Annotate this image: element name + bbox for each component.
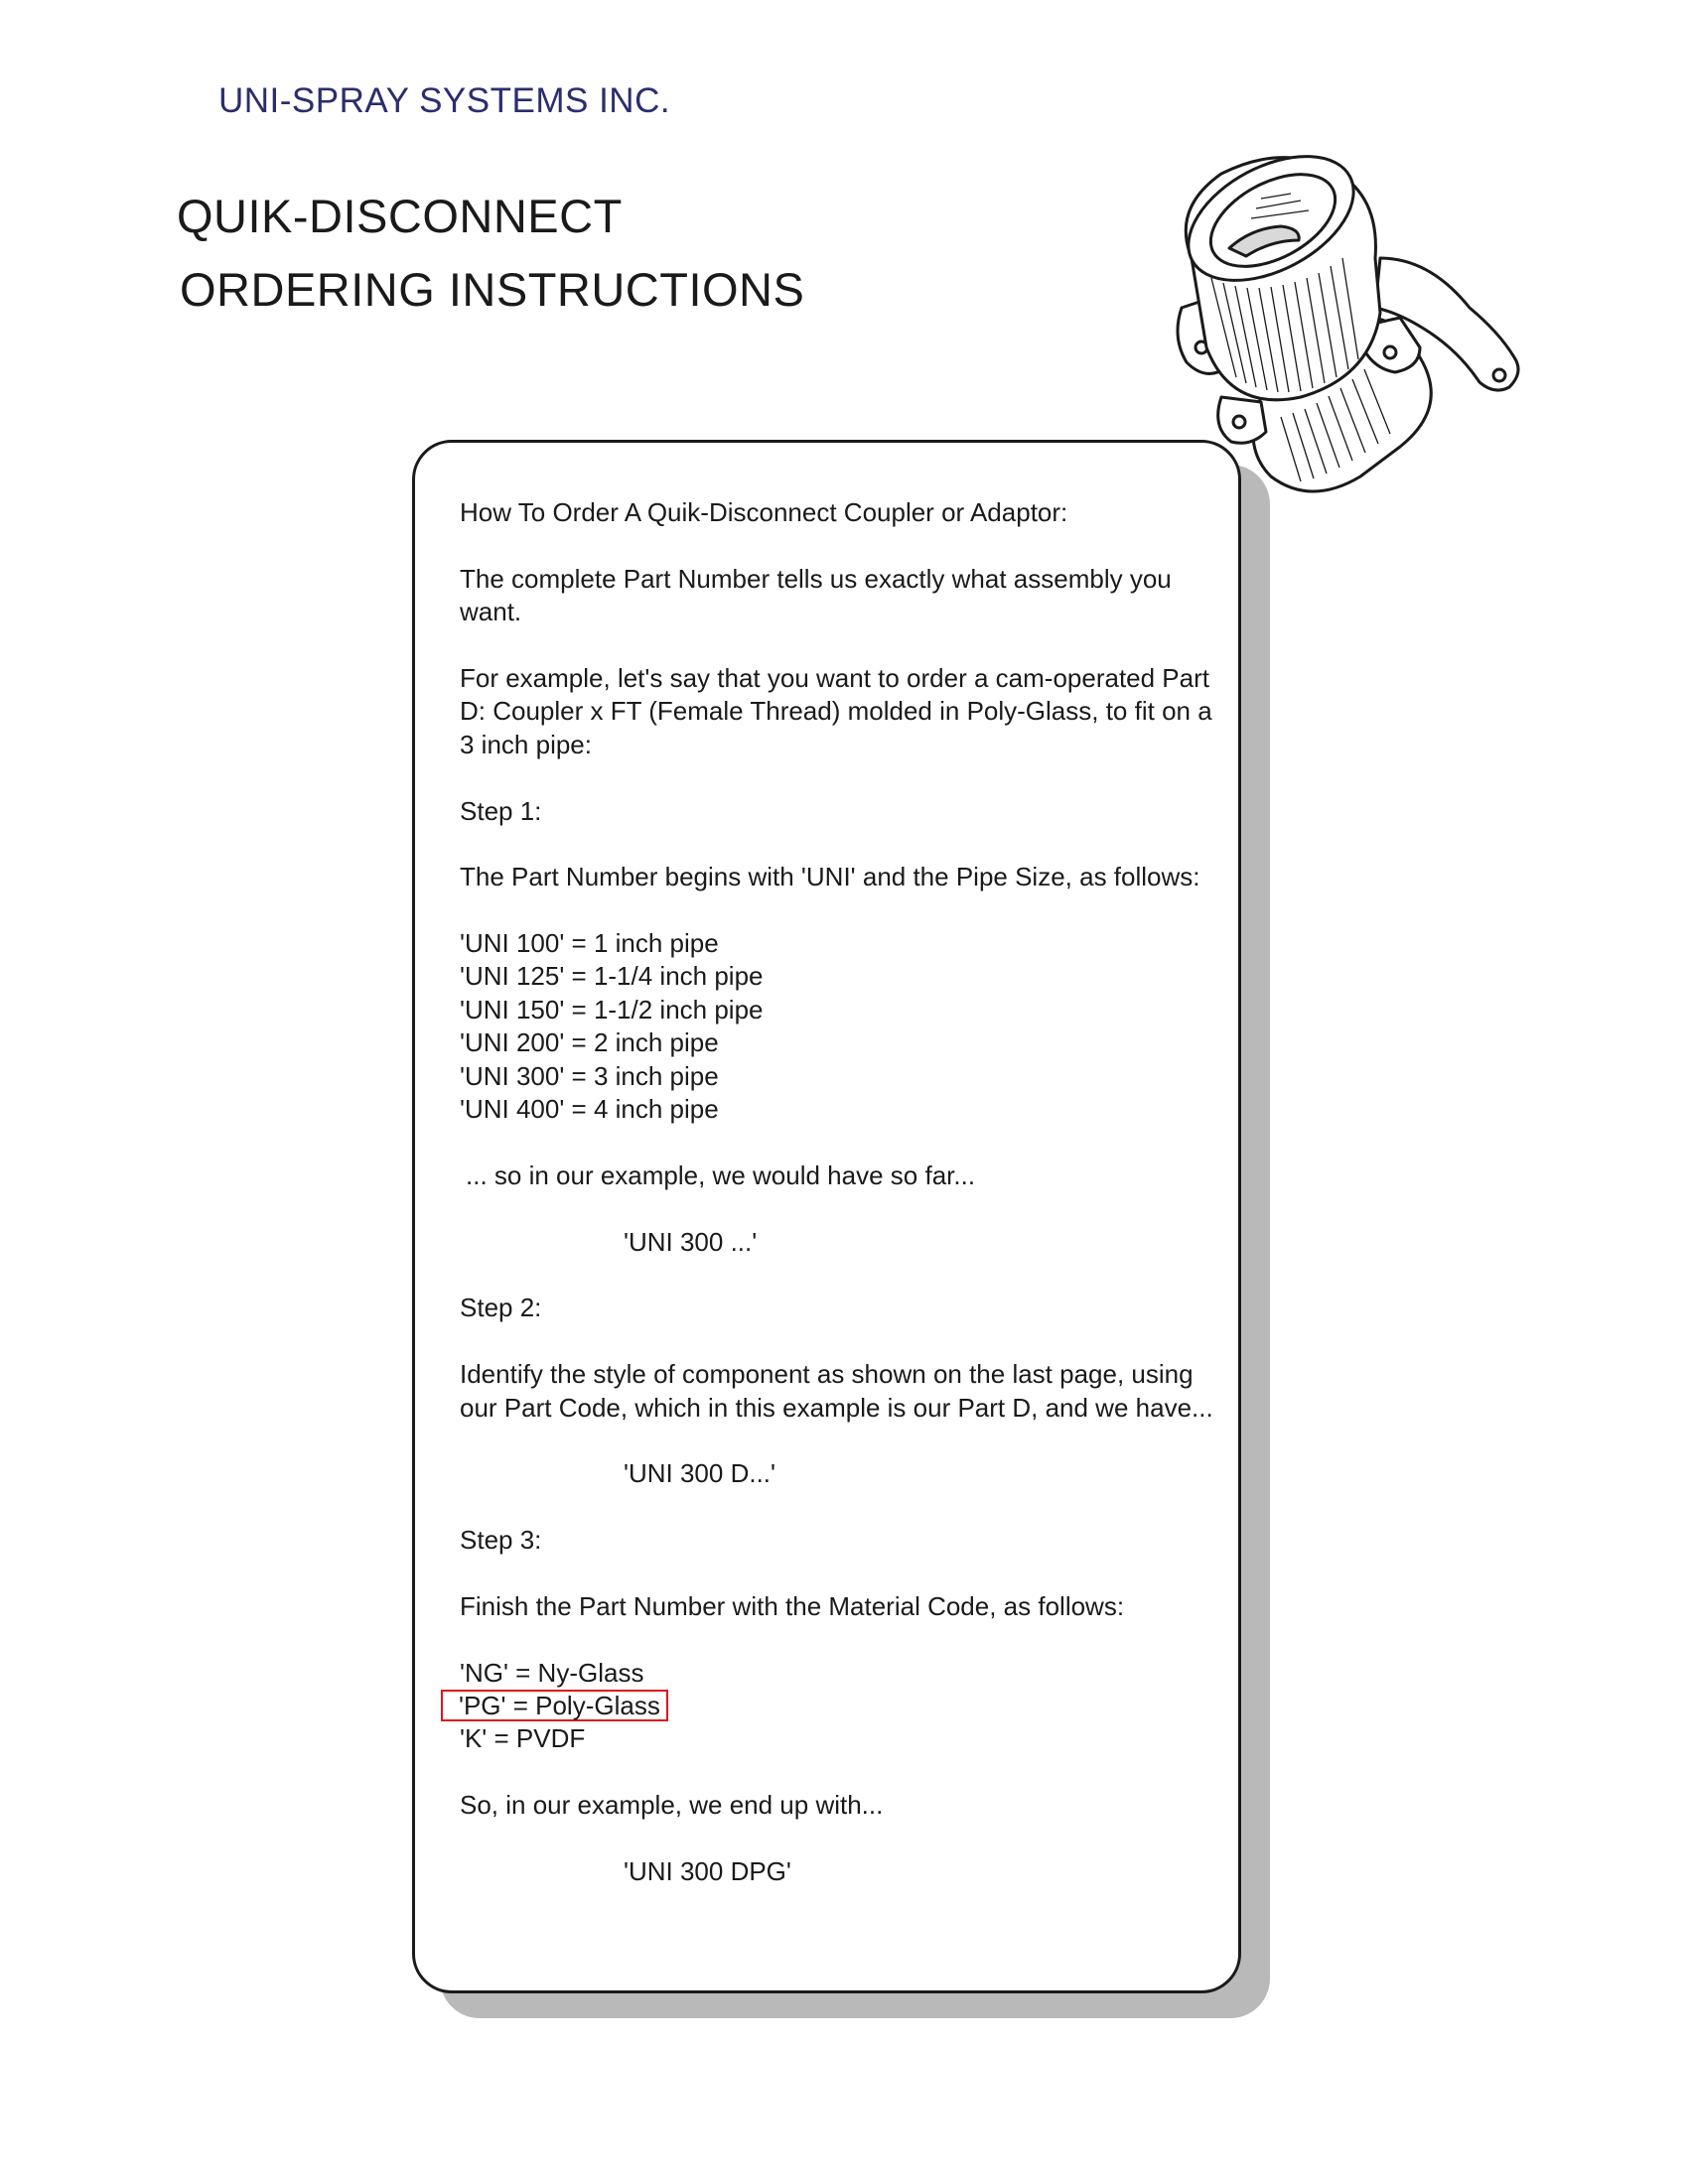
intro-text-line-1: The complete Part Number tells us exactly what assembly you xyxy=(460,563,1172,594)
instructions-text xyxy=(460,496,1214,1888)
step-3-text: Finish the Part Number with the Material Code, as follows: xyxy=(460,1590,1125,1621)
step-1-result-text: ... so in our example, we would have so far... xyxy=(466,1160,976,1190)
pipe-size-item: 'UNI 150' = 1-1/2 inch pipe xyxy=(460,994,764,1024)
step-1-text: The Part Number begins with 'UNI' and the Pipe Size, as follows: xyxy=(460,862,1200,892)
pipe-size-item: 'UNI 300' = 3 inch pipe xyxy=(460,1060,719,1091)
step-2-text-line-2: our Part Code, which in this example is our Part D, and we have... xyxy=(460,1392,1213,1423)
step-2-text-line-1: Identify the style of component as shown on the last page, using xyxy=(460,1359,1194,1390)
example-text-line-1: For example, let's say that you want to order a cam-operated Part xyxy=(460,662,1209,693)
pipe-size-item: 'UNI 200' = 2 inch pipe xyxy=(460,1027,719,1058)
material-item: 'NG' = Ny-Glass xyxy=(460,1657,644,1688)
highlight-box: 'PG' = Poly-Glass xyxy=(441,1690,668,1721)
company-name: UNI-SPRAY SYSTEMS INC. xyxy=(218,81,671,120)
example-text-line-3: 3 inch pipe: xyxy=(460,729,592,759)
page-title-line-1: QUIK-DISCONNECT xyxy=(177,190,623,242)
pipe-size-item: 'UNI 400' = 4 inch pipe xyxy=(460,1094,719,1125)
final-text: So, in our example, we end up with... xyxy=(460,1790,884,1821)
step-2-label: Step 2: xyxy=(460,1293,542,1323)
page-title-line-2: ORDERING INSTRUCTIONS xyxy=(180,263,805,316)
intro-text-line-2: want. xyxy=(460,597,522,627)
step-1-label: Step 1: xyxy=(460,795,542,826)
step-3-label: Step 3: xyxy=(460,1525,542,1556)
card-heading: How To Order A Quik-Disconnect Coupler or Adaptor: xyxy=(460,497,1068,527)
step-1-result-code: 'UNI 300 ...' xyxy=(624,1226,758,1257)
step-2-result-code: 'UNI 300 D...' xyxy=(624,1458,775,1489)
final-part-code: 'UNI 300 DPG' xyxy=(624,1856,791,1887)
material-item-highlighted xyxy=(460,1690,1214,1722)
pipe-size-item: 'UNI 125' = 1-1/4 inch pipe xyxy=(460,961,764,992)
pipe-size-item: 'UNI 100' = 1 inch pipe xyxy=(460,928,719,959)
example-text-line-2: D: Coupler x FT (Female Thread) molded in Poly-Glass, to fit on a xyxy=(460,696,1212,727)
material-item: 'K' = PVDF xyxy=(460,1723,586,1754)
